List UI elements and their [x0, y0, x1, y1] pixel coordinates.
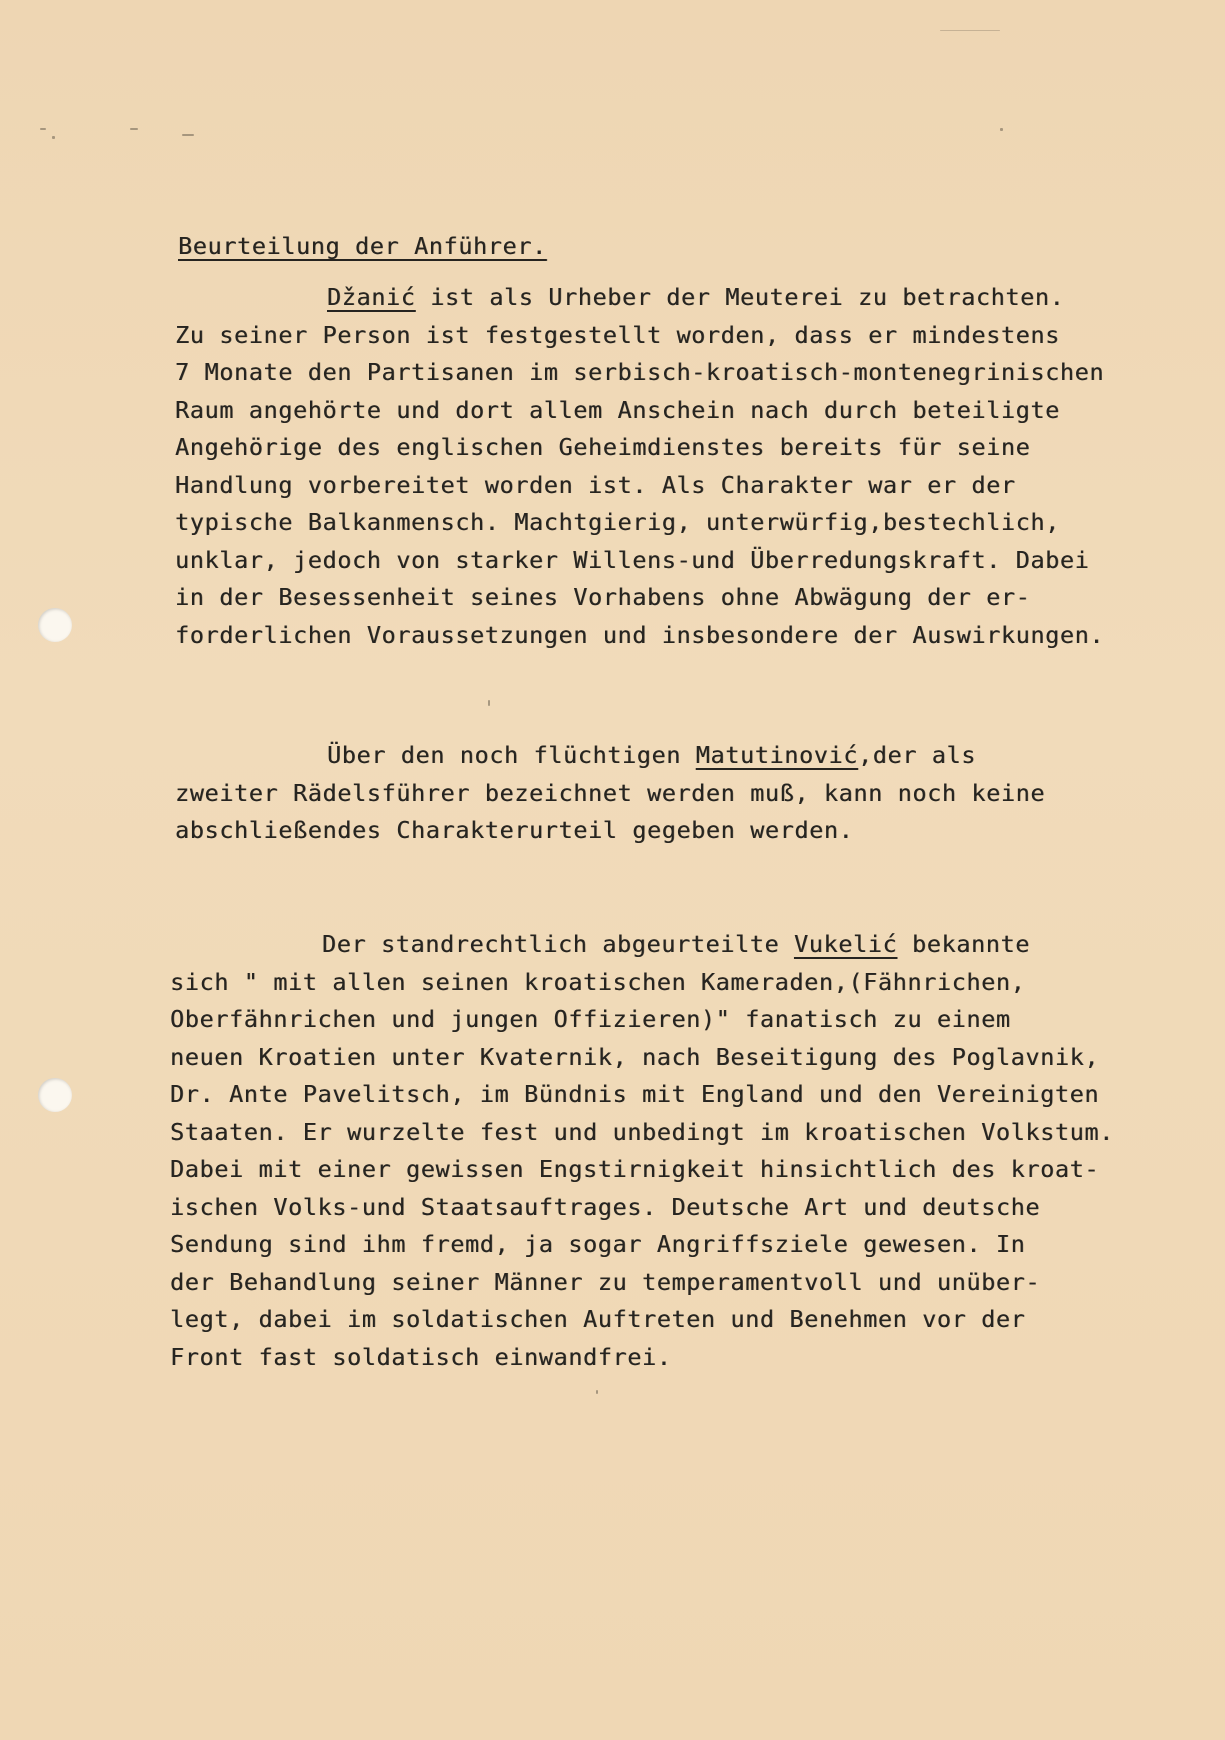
text-line: zweiter Rädelsführer bezeichnet werden muß, kann noch keine	[175, 778, 1046, 807]
paper-speck	[130, 128, 138, 130]
text-line: der Behandlung seiner Männer zu temperamentvoll und unüber-	[170, 1267, 1041, 1296]
text-line: Staaten. Er wurzelte fest und unbedingt im kroatischen Volkstum.	[170, 1117, 1114, 1146]
text-line	[170, 926, 1114, 964]
name-matutinovic: Matutinović	[695, 741, 858, 769]
text-line: ischen Volks-und Staatsauftrages. Deutsche Art und deutsche	[170, 1192, 1041, 1221]
text-line: unklar, jedoch von starker Willens-und Überredungskraft. Dabei	[175, 545, 1090, 574]
text-line: Angehörige des englischen Geheimdienstes bereits für seine	[175, 433, 1031, 461]
text-line: Oberfähnrichen und jungen Offizieren)" fanatisch zu einem	[170, 1005, 1011, 1033]
text-line: Raum angehörte und dort allem Anschein nach durch beteiligte	[175, 395, 1060, 424]
paragraph-vukelic	[170, 926, 1114, 1376]
text-line	[175, 279, 1104, 317]
text-line: neuen Kroatien unter Kvaternik, nach Beseitigung des Poglavnik,	[170, 1042, 1100, 1071]
paper-speck	[488, 700, 490, 706]
paper-speck	[182, 134, 194, 136]
text-line: Zu seiner Person ist festgestellt worden, dass er mindestens	[175, 320, 1060, 349]
line-text: ist als Urheber der Meuterei zu betrachten.	[415, 283, 1065, 311]
text-line: legt, dabei im soldatischen Auftreten und Benehmen vor der	[170, 1305, 1026, 1333]
text-line: in der Besessenheit seines Vorhabens ohne Abwägung der er-	[175, 583, 1031, 611]
text-line: 7 Monate den Partisanen im serbisch-kroatisch-montenegrinischen	[175, 358, 1105, 386]
paper-speck	[40, 128, 46, 130]
paper-speck	[1000, 128, 1003, 131]
name-vukelic: Vukelić	[793, 930, 898, 958]
line-text: ,der als	[857, 741, 976, 769]
text-line: Dabei mit einer gewissen Engstirnigkeit hinsichtlich des kroat-	[170, 1155, 1100, 1183]
text-line: Front fast soldatisch einwandfrei.	[170, 1342, 672, 1371]
text-line: sich " mit allen seinen kroatischen Kameraden,(Fähnrichen,	[170, 967, 1026, 996]
text-line: abschließendes Charakterurteil gegeben werden.	[175, 816, 854, 844]
paragraph-matutinovic	[175, 737, 1045, 850]
text-line: Handlung vorbereitet worden ist. Als Charakter war er der	[175, 470, 1016, 499]
paper-speck	[940, 30, 1000, 31]
line-text: Der standrechtlich abgeurteilte	[322, 930, 794, 958]
punch-hole	[38, 608, 72, 642]
line-text: bekannte	[897, 930, 1030, 958]
text-line: typische Balkanmensch. Machtgierig, unterwürfig,bestechlich,	[175, 508, 1060, 536]
text-line: Dr. Ante Pavelitsch, im Bündnis mit England und den Vereinigten	[170, 1080, 1100, 1108]
text-line: forderlichen Voraussetzungen und insbesondere der Auswirkungen.	[175, 620, 1105, 649]
document-heading: Beurteilung der Anführer.	[178, 232, 547, 260]
paragraph-dzanic	[175, 279, 1104, 654]
text-line	[175, 737, 1045, 775]
paper-speck	[596, 1390, 598, 1394]
text-line: Sendung sind ihm fremd, ja sogar Angriffsziele gewesen. In	[170, 1230, 1026, 1258]
punch-hole	[38, 1078, 72, 1112]
paper-speck	[52, 136, 55, 139]
name-dzanic: Džanić	[327, 283, 416, 311]
line-text: Über den noch flüchtigen	[327, 741, 696, 769]
